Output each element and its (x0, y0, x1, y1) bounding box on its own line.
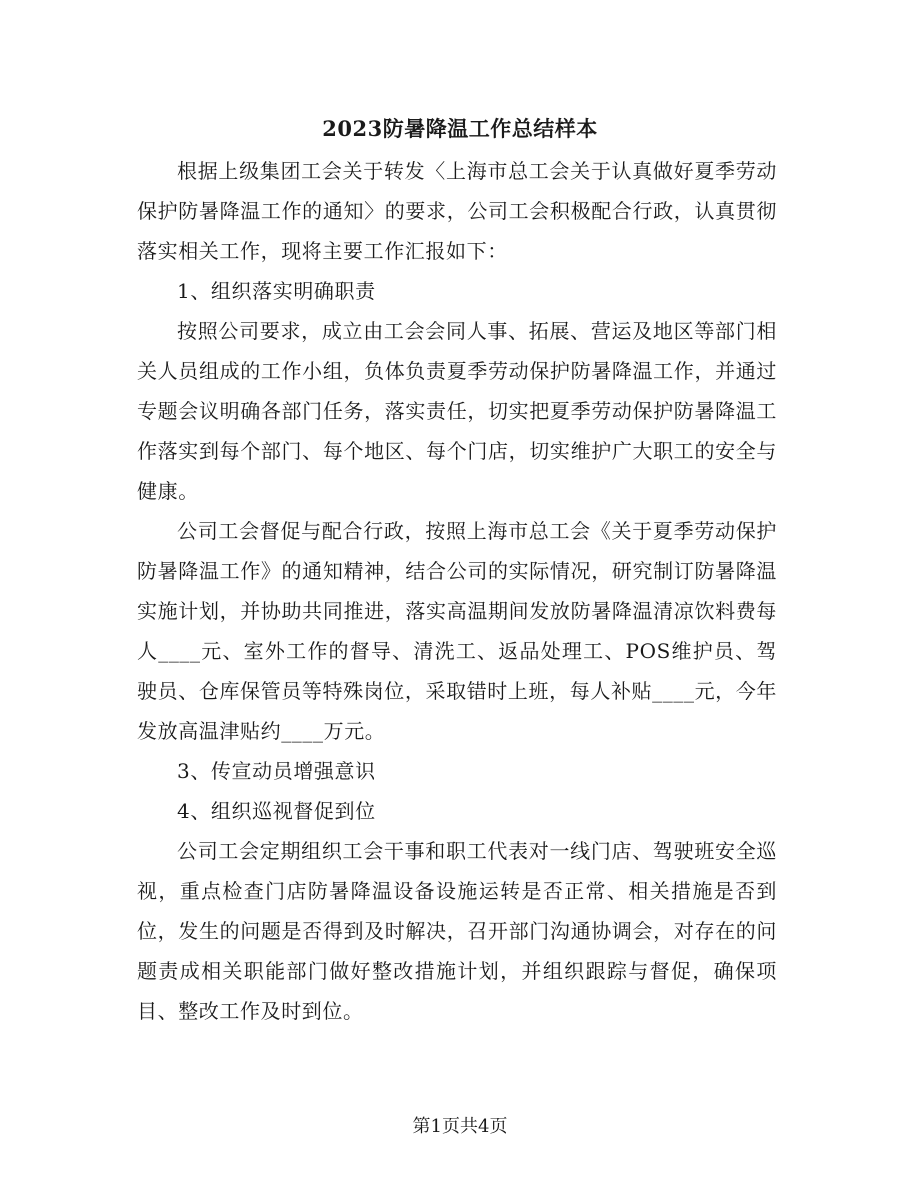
paragraph-section-4: 公司工会定期组织工会干事和职工代表对一线门店、驾驶班安全巡视，重点检查门店防暑降温设备设施运转是否正常、相关措施是否到位，发生的问题是否得到及时解决，召开部门沟通协调会，对存在的问题责成相关职能部门做好整改措施计划，并组织跟踪与督促，确保项目、整改工作及时到位。 (137, 839, 777, 1023)
document-body (137, 151, 777, 1031)
paragraph-section-1: 按照公司要求，成立由工会会同人事、拓展、营运及地区等部门相关人员组成的工作小组，负体负责夏季劳动保护防暑降温工作，并通过专题会议明确各部门任务，落实责任，切实把夏季劳动保护防暑降温工作落实到每个部门、每个地区、每个门店，切实维护广大职工的安全与健康。 (137, 319, 777, 503)
section-heading-4: 4、组织巡视督促到位 (177, 799, 376, 823)
paragraph-intro: 根据上级集团工会关于转发〈上海市总工会关于认真做好夏季劳动保护防暑降温工作的通知〉的要求，公司工会积极配合行政，认真贯彻落实相关工作，现将主要工作汇报如下： (137, 159, 777, 263)
section-heading-3: 3、传宣动员增强意识 (177, 759, 376, 783)
section-heading-1: 1、组织落实明确职责 (177, 279, 376, 303)
page-footer: 第1页共4页 (412, 1116, 508, 1137)
document-title: 2023防暑降温工作总结样本 (322, 116, 598, 141)
paragraph-supervision: 公司工会督促与配合行政，按照上海市总工会《关于夏季劳动保护防暑降温工作》的通知精神，结合公司的实际情况，研究制订防暑降温实施计划，并协助共同推进，落实高温期间发放防暑降温清凉饮料费每人____元、室外工作的督导、清洗工、返品处理工、POS维护员、驾驶员、仓库保管员等特殊岗位，采取错时上班，每人补贴____元，今年发放高温津贴约____万元。 (137, 519, 777, 743)
